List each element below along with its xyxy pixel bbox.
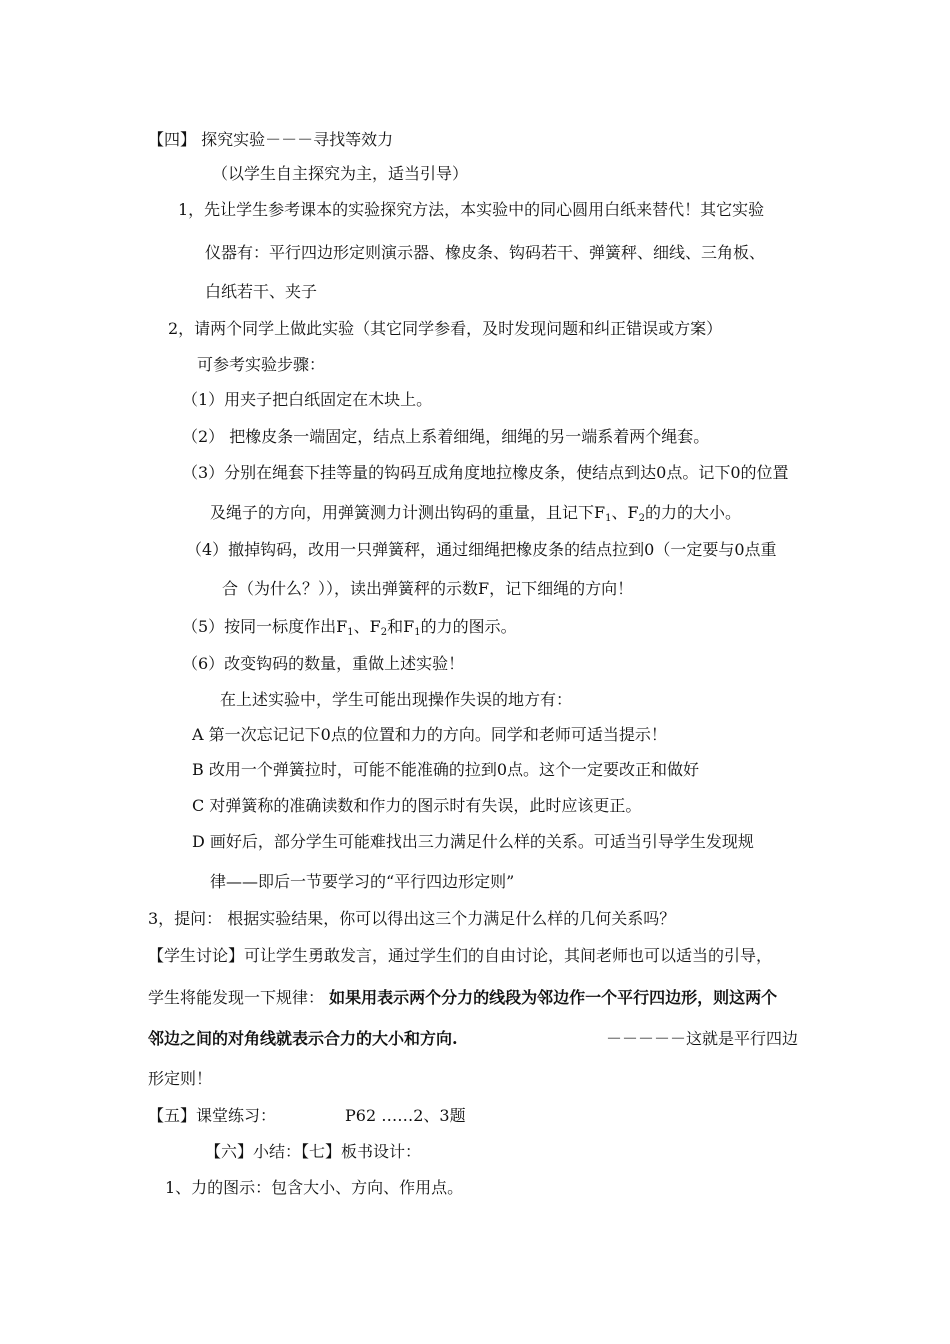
error-b: B 改用一个弹簧拉时，可能不能准确的拉到0点。这个一定要改正和做好 bbox=[192, 760, 700, 779]
section5-label: 【五】课堂练习： bbox=[148, 1106, 277, 1125]
step-5-text-d: 的力的图示。 bbox=[420, 617, 517, 636]
error-a: A 第一次忘记记下0点的位置和力的方向。同学和老师可适当提示！ bbox=[192, 725, 667, 744]
step-4-line2: 合（为什么？）），读出弹簧秤的示数F，记下细绳的方向！ bbox=[222, 579, 634, 598]
subscript: 2 bbox=[380, 627, 388, 638]
step-5-text-a: （5）按同一标度作出F bbox=[182, 617, 348, 636]
step-3-text-a: 及绳子的方向，用弹簧测力计测出钩码的重量，且记下F bbox=[210, 503, 606, 522]
step-3-line2 bbox=[210, 503, 741, 529]
step-4-line1: （4）撤掉钩码，改用一只弹簧秤，通过细绳把橡皮条的结点拉到0（一定要与0点重 bbox=[186, 540, 777, 559]
section6-7-heading: 【六】小结：【七】板书设计： bbox=[205, 1142, 422, 1161]
item1-line1: 1，先让学生参考课本的实验探究方法，本实验中的同心圆用白纸来替代！其它实验 bbox=[178, 200, 765, 219]
item1-line3: 白纸若干、夹子 bbox=[205, 282, 318, 301]
step-2: （2） 把橡皮条一端固定，结点上系着细绳，细绳的另一端系着两个绳套。 bbox=[182, 427, 710, 446]
item2-line2: 可参考实验步骤： bbox=[197, 355, 326, 374]
step-3-line1: （3）分别在绳套下挂等量的钩码互成角度地拉橡皮条，使结点到达0点。记下0的位置 bbox=[182, 463, 789, 482]
subscript: 1 bbox=[605, 513, 612, 524]
discussion-line2 bbox=[148, 988, 777, 1008]
step-5 bbox=[182, 617, 517, 643]
subscript: 1 bbox=[347, 627, 354, 638]
board-design-item1: 1、力的图示：包含大小、方向、作用点。 bbox=[165, 1178, 464, 1197]
discussion-intro: 学生将能发现一下规律： bbox=[148, 988, 330, 1007]
step-6: （6）改变钩码的数量，重做上述实验！ bbox=[182, 654, 465, 673]
step-3-text-b: 、F bbox=[611, 503, 639, 522]
section4-note: （以学生自主探究为主，适当引导） bbox=[212, 164, 469, 183]
step-1: （1）用夹子把白纸固定在木块上。 bbox=[182, 390, 433, 409]
section4-title: 【四】 探究实验－－－寻找等效力 bbox=[148, 130, 394, 149]
discussion-line3-tail: －－－－－这就是平行四边 bbox=[606, 1029, 799, 1048]
step-3-text-c: 的力的大小。 bbox=[644, 503, 741, 522]
error-d-line2: 律——即后一节要学习的“平行四边形定则” bbox=[210, 872, 515, 891]
error-c: C 对弹簧称的准确读数和作力的图示时有失误，此时应该更正。 bbox=[192, 796, 642, 815]
item1-line2: 仪器有：平行四边形定则演示器、橡皮条、钩码若干、弹簧秤、细线、三角板、 bbox=[205, 243, 766, 262]
error-d-line1: D 画好后，部分学生可能难找出三力满足什么样的关系。可适当引导学生发现规 bbox=[192, 832, 754, 851]
errors-intro: 在上述实验中，学生可能出现操作失误的地方有： bbox=[220, 690, 573, 709]
step-5-text-b: 、F bbox=[353, 617, 381, 636]
discussion-line1: 【学生讨论】可让学生勇敢发言，通过学生们的自由讨论，其间老师也可以适当的引导， bbox=[148, 946, 773, 965]
item3-question: 3，提问： 根据实验结果，你可以得出这三个力满足什么样的几何关系吗？ bbox=[148, 909, 676, 928]
item2-line1: 2，请两个同学上做此实验（其它同学参看，及时发现问题和纠正错误或方案） bbox=[168, 319, 723, 338]
discussion-line4: 形定则！ bbox=[148, 1069, 213, 1088]
discussion-line3-bold: 邻边之间的对角线就表示合力的大小和方向. bbox=[148, 1029, 458, 1048]
subscript: 2 bbox=[638, 513, 645, 524]
rule-statement: 如果用表示两个分力的线段为邻边作一个平行四边形，则这两个 bbox=[329, 988, 778, 1007]
section5-reference: P62 ……2、3题 bbox=[345, 1106, 466, 1125]
step-5-text-c: 和F bbox=[387, 617, 415, 636]
subscript: 1 bbox=[414, 627, 421, 638]
